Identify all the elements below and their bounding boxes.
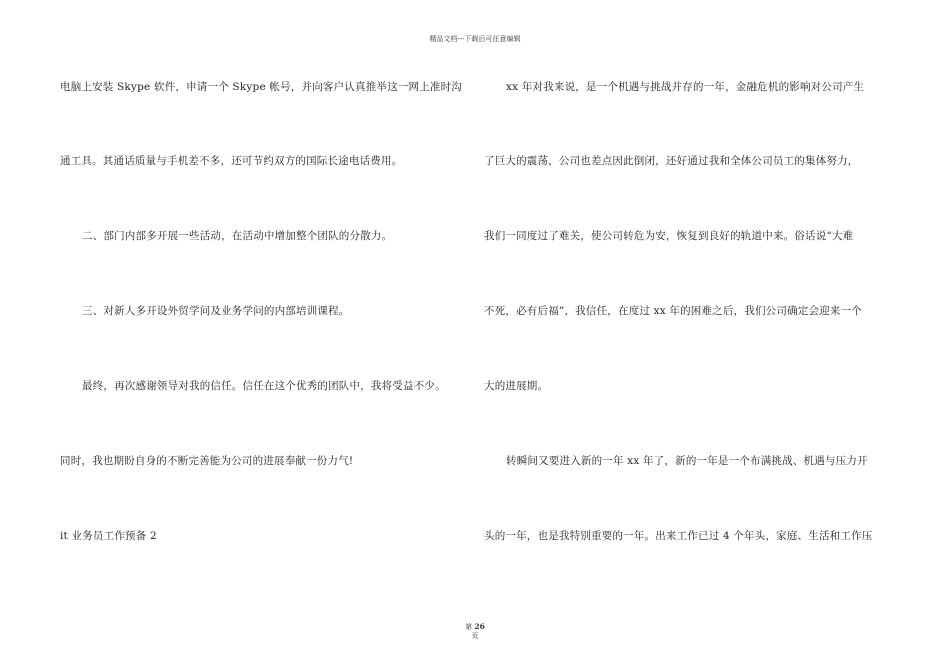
left-line-2: 通工具。其通话质量与手机差不多，还可节约双方的国际长途电话费用。 xyxy=(60,155,403,167)
left-line-3: 二、部门内部多开展一些活动，在活动中增加整个团队的分散力。 xyxy=(82,230,393,242)
page-header xyxy=(0,34,950,44)
left-line-1: 电脑上安装 Skype 软件，申请一个 Skype 帐号，并向客户认真推举这一网上准时沟 xyxy=(60,81,462,93)
header-text: 精品文档---下载后可任意编辑 xyxy=(429,35,521,43)
page-number: 26 xyxy=(474,622,485,631)
right-line-6: 转瞬间又要进入新的一年 xx 年了，新的一年是一个布满挑战、机遇与压力开 xyxy=(506,455,868,467)
right-line-7: 头的一年，也是我特别重要的一年。出来工作已过 4 个年头，家庭、生活和工作压 xyxy=(484,530,873,542)
page-suffix: 页 xyxy=(471,632,479,640)
right-line-1: xx 年对我来说，是一个机遇与挑战并存的一年，金融危机的影响对公司产生 xyxy=(506,81,865,93)
page-footer xyxy=(0,622,950,641)
right-line-5: 大的进展期。 xyxy=(484,380,549,392)
right-line-2: 了巨大的震荡，公司也差点因此倒闭，还好通过我和全体公司员工的集体努力， xyxy=(484,155,859,167)
left-line-7: it 业务员工作预备 2 xyxy=(60,530,157,542)
right-line-3: 我们一同度过了难关，使公司转危为安，恢复到良好的轨道中来。俗话说“大难 xyxy=(484,230,854,242)
left-line-5: 最终，再次感谢领导对我的信任。信任在这个优秀的团队中，我将受益不少。 xyxy=(82,380,446,392)
left-line-4: 三、对新人多开设外贸学问及业务学问的内部培训课程。 xyxy=(82,305,350,317)
page-prefix: 第 xyxy=(465,623,473,631)
right-line-4: 不死，必有后福”，我信任，在度过 xx 年的困难之后，我们公司确定会迎来一个 xyxy=(484,305,862,317)
left-line-6: 同时，我也期盼自身的不断完善能为公司的进展奉献一份力气! xyxy=(60,455,354,467)
page-number-line xyxy=(0,622,950,632)
